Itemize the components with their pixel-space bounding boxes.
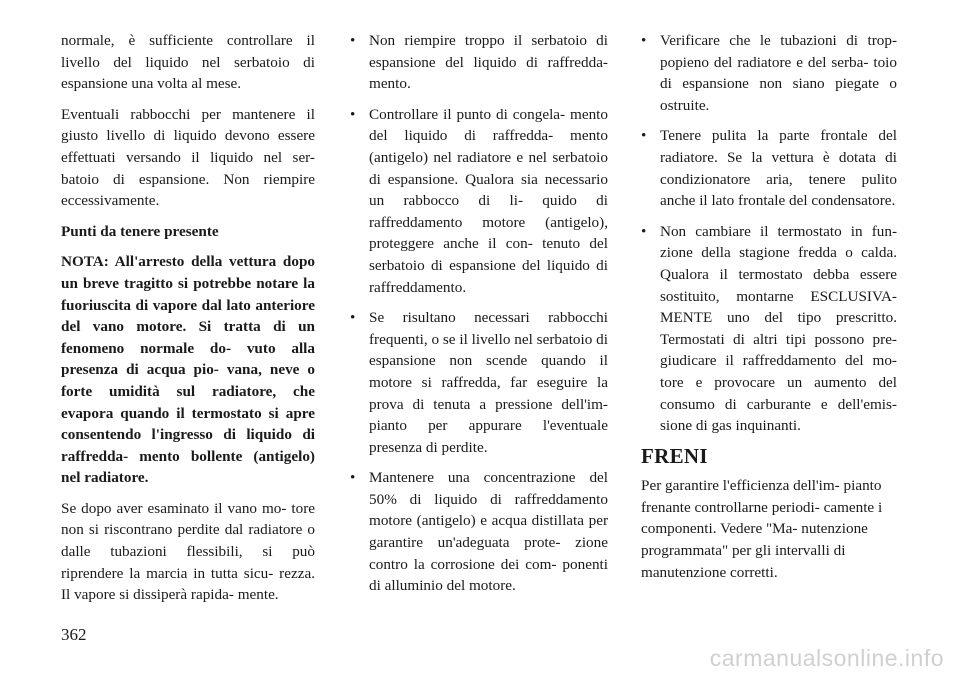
- list-item: [641, 221, 897, 437]
- bullet-icon: •: [641, 127, 647, 145]
- bullet-list: [350, 30, 608, 597]
- list-item-text: Controllare il punto di congela- mento del liquido di raffredda- mento (antigelo) nel radiatore e nel serbatoio di espansione. Qualora sia necessario un rabbocco di li- quido di raffreddamento motore (antigelo), proteggere anche il con- tenuto del serbatoio di espansione del liquido di raffreddamento.: [369, 105, 608, 296]
- section-title: FRENI: [641, 443, 708, 468]
- paragraph: Per garantire l'efficienza dell'im- pianto frenante controllarne periodi- camente i componenti. Vedere "Ma- nutenzione programmata" per gli intervalli di manutenzione corretti.: [641, 477, 883, 581]
- bullet-icon: •: [350, 32, 356, 49]
- list-item: [350, 307, 608, 458]
- list-item-text: Tenere pulita la parte frontale del radiatore. Se la vettura è dotata di condizionatore aria, tenere pulito anche il lato frontale del condensatore.: [660, 127, 897, 210]
- column-left: [61, 30, 315, 615]
- list-item: [350, 467, 608, 597]
- bullet-icon: •: [641, 32, 647, 49]
- paragraph: Eventuali rabbocchi per mantenere il giusto livello di liquido devono essere effettuati versando il liquido nel ser- batoio di espansione. Non riempire eccessivamente.: [61, 105, 315, 210]
- bullet-icon: •: [350, 105, 356, 123]
- list-item: [350, 104, 608, 298]
- bullet-icon: •: [641, 222, 647, 240]
- bullet-icon: •: [350, 309, 356, 327]
- note-paragraph: NOTA: All'arresto della vettura dopo un breve tragitto si potrebbe notare la fuoriuscita di vapore dal lato anteriore del vano motore. Si tratta di un fenomeno normale do- vuto alla presenza di acqua pio- vana, neve o forte umidità sul radiatore, che evapora quando il termostato si apre consentendo l'ingresso di liquido di raffredda- mento bollente (antigelo) nel radiatore.: [61, 253, 315, 487]
- list-item-text: Se risultano necessari rabbocchi frequenti, o se il livello nel serbatoio di espansione non scende quando il motore si raffredda, far eseguire la prova di tenuta a pressione dell'im- pianto per appurare l'eventuale presenza di perdite.: [369, 309, 608, 456]
- paragraph: Se dopo aver esaminato il vano mo- tore non si riscontrano perdite dal radiatore o dalle tubazioni flessibili, si può riprendere la marcia in tutta sicu- rezza. Il vapore si dissiperà rapida- mente.: [61, 499, 315, 604]
- bullet-icon: •: [350, 469, 356, 487]
- list-item-text: Mantenere una concentrazione del 50% di liquido di raffreddamento motore (antigelo) e acqua distillata per garantire un'adeguata prote- zione contro la corrosione dei com- ponenti di alluminio del motore.: [369, 469, 608, 595]
- paragraph: normale, è sufficiente controllare il livello del liquido nel serbatoio di espansione una volta al mese.: [61, 32, 315, 93]
- list-item: [641, 125, 897, 211]
- column-middle: [350, 30, 608, 606]
- list-item: [641, 30, 897, 116]
- list-item-text: Non riempire troppo il serbatoio di espansione del liquido di raffredda- mento.: [369, 32, 608, 93]
- list-item-text: Non cambiare il termostato in fun- zione della stagione fredda o calda. Qualora il termostato debba essere sostituito, montarne ESCLUSIVA- MENTE uno del tipo prescritto. Termostati di altri tipi possono pre- giudicare il raffreddamento del mo- tore e provocare un aumento del consumo di carburante e dell'emis- sione di gas inquinanti.: [660, 222, 897, 435]
- list-item-text: Verificare che le tubazioni di trop- popieno del radiatore e del serba- toio di espansione non siano piegate o ostruite.: [660, 32, 897, 114]
- column-right: [641, 30, 897, 592]
- watermark: carmanualsonline.info: [709, 645, 944, 671]
- bullet-list: [641, 30, 897, 437]
- subheading: Punti da tenere presente: [61, 222, 219, 240]
- page-number: 362: [61, 625, 87, 644]
- list-item: [350, 30, 608, 95]
